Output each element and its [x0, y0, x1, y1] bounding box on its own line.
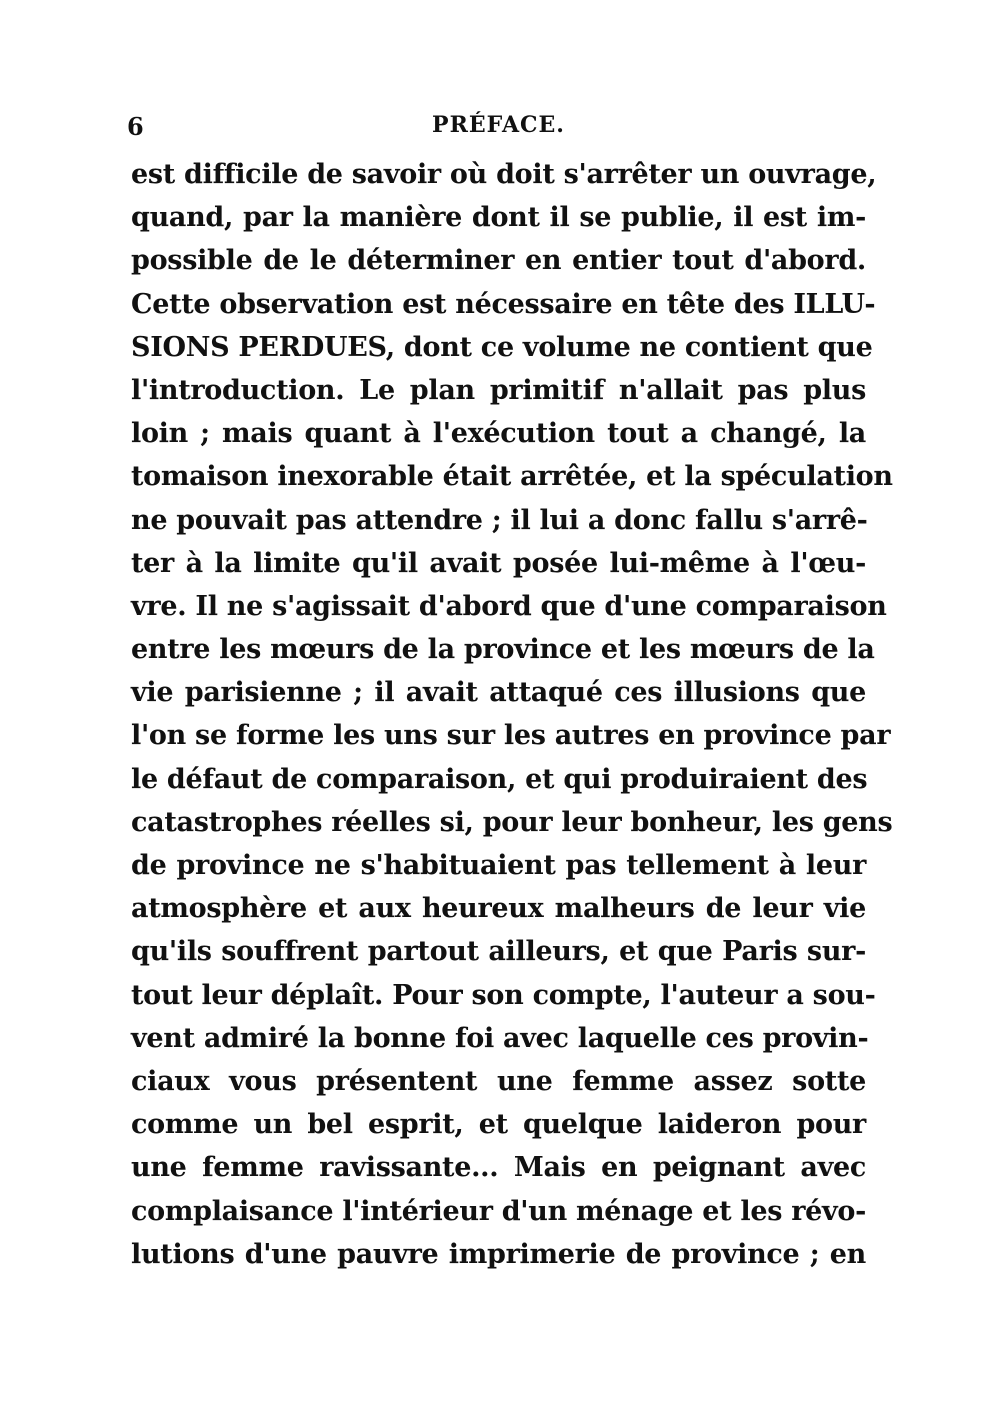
- text-line: l'introduction. Le plan primitif n'allait pas plus: [131, 374, 866, 406]
- text-line: l'on se forme les uns sur les autres en province par: [131, 720, 891, 752]
- text-line: ciaux vous présentent une femme assez sotte: [131, 1065, 866, 1097]
- text-line: une femme ravissante... Mais en peignant avec: [131, 1152, 866, 1184]
- page-number: 6: [127, 112, 144, 141]
- text-line: SIONS PERDUES, dont ce volume ne contient que: [131, 331, 873, 363]
- text-line: vre. Il ne s'agissait d'abord que d'une comparaison: [131, 590, 887, 622]
- text-line: le défaut de comparaison, et qui produiraient des: [131, 763, 868, 795]
- text-line: catastrophes réelles si, pour leur bonheur, les gens: [131, 806, 893, 838]
- body-text: [131, 153, 893, 1276]
- text-line: complaisance l'intérieur d'un ménage et les révo-: [131, 1195, 867, 1227]
- text-line: atmosphère et aux heureux malheurs de leur vie: [131, 893, 866, 925]
- text-line: vent admiré la bonne foi avec laquelle ces provin-: [131, 1022, 869, 1054]
- text-line: entre les mœurs de la province et les mœurs de la: [131, 634, 875, 666]
- text-line: de province ne s'habituaient pas tellement à leur: [131, 850, 866, 881]
- text-line: quand, par la manière dont il se publie, il est im-: [131, 202, 866, 234]
- text-line: ter à la limite qu'il avait posée lui-même à l'œu-: [131, 547, 866, 579]
- text-line: vie parisienne ; il avait attaqué ces illusions que: [131, 677, 866, 709]
- text-line: Cette observation est nécessaire en tête des ILLU-: [131, 288, 876, 320]
- text-line: tomaison inexorable était arrêtée, et la spéculation: [131, 461, 893, 493]
- running-title: PRÉFACE.: [432, 112, 565, 138]
- text-line: qu'ils souffrent partout ailleurs, et que Paris sur-: [131, 936, 866, 968]
- text-line: ne pouvait pas attendre ; il lui a donc fallu s'arrê-: [131, 504, 868, 536]
- running-head: [127, 112, 866, 146]
- text-line: possible de le déterminer en entier tout d'abord.: [131, 245, 866, 277]
- text-line: lutions d'une pauvre imprimerie de province ; en: [131, 1238, 866, 1270]
- text-line: est difficile de savoir où doit s'arrêter un ouvrage,: [131, 159, 877, 190]
- text-line: comme un bel esprit, et quelque laideron pour: [131, 1109, 866, 1141]
- text-line: tout leur déplaît. Pour son compte, l'auteur a sou-: [131, 979, 876, 1011]
- text-line: loin ; mais quant à l'exécution tout a changé, la: [131, 418, 866, 450]
